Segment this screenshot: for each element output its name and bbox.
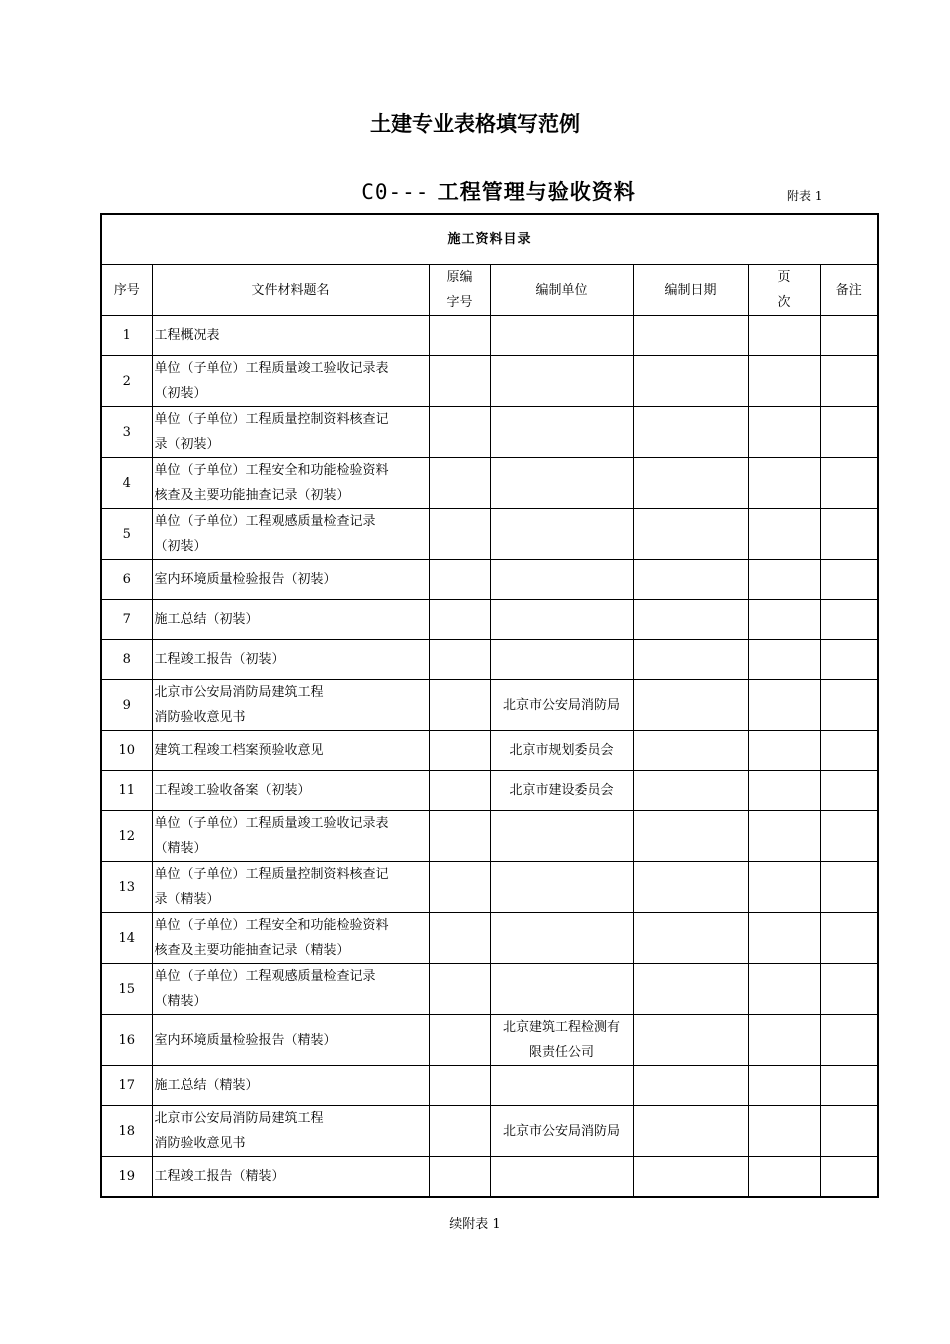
cell-note [820, 560, 878, 600]
cell-unit [490, 1015, 633, 1066]
cell-unit [490, 811, 633, 862]
cell-name-line1: 施工总结（初装） [154, 612, 259, 627]
table-row [101, 964, 878, 1015]
cell-unit [490, 1157, 633, 1198]
cell-name-line1: 单位（子单位）工程质量控制资料核查记 [154, 412, 389, 427]
cell-date [633, 862, 748, 913]
cell-date [633, 407, 748, 458]
cell-note [820, 356, 878, 407]
cell-name [152, 811, 429, 862]
cell-note [820, 316, 878, 356]
table-row [101, 731, 878, 771]
cell-pages [748, 680, 820, 731]
cell-date [633, 1066, 748, 1106]
cell-note [820, 1066, 878, 1106]
cell-unit [490, 640, 633, 680]
cell-original-number [429, 1157, 490, 1198]
cell-name [152, 1015, 429, 1066]
cell-name [152, 1066, 429, 1106]
cell-pages [748, 964, 820, 1015]
cell-original-number [429, 356, 490, 407]
cell-original-number [429, 600, 490, 640]
table-row [101, 316, 878, 356]
table-row [101, 1157, 878, 1198]
table-row [101, 600, 878, 640]
cell-seq: 16 [101, 1015, 152, 1066]
cell-name-line1: 单位（子单位）工程安全和功能检验资料 [154, 918, 389, 933]
cell-seq: 13 [101, 862, 152, 913]
header-unit: 编制单位 [490, 265, 633, 316]
table-row [101, 1066, 878, 1106]
cell-seq: 4 [101, 458, 152, 509]
cell-seq: 6 [101, 560, 152, 600]
cell-date [633, 811, 748, 862]
cell-name [152, 771, 429, 811]
table-row [101, 862, 878, 913]
cell-pages [748, 1106, 820, 1157]
cell-unit [490, 560, 633, 600]
cell-unit [490, 407, 633, 458]
document-title: 土建专业表格填写范例 [370, 111, 580, 136]
cell-pages [748, 640, 820, 680]
cell-date [633, 560, 748, 600]
header-row [101, 265, 878, 316]
cell-original-number [429, 964, 490, 1015]
section-code: C0--- [361, 180, 430, 204]
cell-pages [748, 356, 820, 407]
cell-name [152, 600, 429, 640]
cell-seq: 17 [101, 1066, 152, 1106]
cell-name-line1: 单位（子单位）工程质量竣工验收记录表 [154, 361, 389, 376]
cell-seq: 9 [101, 680, 152, 731]
cell-date [633, 1106, 748, 1157]
cell-pages [748, 407, 820, 458]
cell-unit [490, 771, 633, 811]
cell-name [152, 731, 429, 771]
cell-name-line1: 单位（子单位）工程安全和功能检验资料 [154, 463, 389, 478]
cell-note [820, 913, 878, 964]
table-row [101, 771, 878, 811]
cell-note [820, 509, 878, 560]
cell-note [820, 1157, 878, 1198]
header-pages-line1: 页 [777, 270, 791, 285]
cell-original-number [429, 771, 490, 811]
cell-unit-line1: 北京市公安局消防局 [502, 697, 620, 713]
cell-name-line1: 北京市公安局消防局建筑工程 [154, 685, 324, 700]
cell-unit [490, 913, 633, 964]
cell-original-number [429, 407, 490, 458]
cell-pages [748, 731, 820, 771]
cell-seq: 2 [101, 356, 152, 407]
cell-unit [490, 458, 633, 509]
cell-note [820, 680, 878, 731]
cell-note [820, 862, 878, 913]
header-seq: 序号 [101, 265, 152, 316]
cell-note [820, 964, 878, 1015]
header-name: 文件材料题名 [152, 265, 429, 316]
cell-unit [490, 316, 633, 356]
cell-seq: 10 [101, 731, 152, 771]
cell-pages [748, 913, 820, 964]
cell-original-number [429, 913, 490, 964]
cell-note [820, 1015, 878, 1066]
cell-unit-line1: 北京建筑工程检测有 [502, 1020, 620, 1035]
cell-unit [490, 731, 633, 771]
cell-name-line1: 单位（子单位）工程观感质量检查记录 [154, 969, 376, 984]
cell-name [152, 913, 429, 964]
cell-original-number [429, 316, 490, 356]
cell-seq: 15 [101, 964, 152, 1015]
cell-seq: 12 [101, 811, 152, 862]
cell-seq: 3 [101, 407, 152, 458]
cell-note [820, 600, 878, 640]
cell-original-number [429, 1106, 490, 1157]
cell-name [152, 1157, 429, 1198]
cell-name [152, 509, 429, 560]
cell-unit-line1: 北京市规划委员会 [509, 743, 614, 758]
cell-pages [748, 771, 820, 811]
cell-original-number [429, 862, 490, 913]
table-row [101, 1015, 878, 1066]
cell-seq: 11 [101, 771, 152, 811]
cell-note [820, 1106, 878, 1157]
table-row [101, 356, 878, 407]
table-row [101, 913, 878, 964]
header-original-number-line2: 字号 [446, 295, 473, 310]
cell-name-line2: 核查及主要功能抽查记录（精装） [154, 943, 350, 958]
cell-unit-line1: 北京市建设委员会 [509, 783, 614, 798]
cell-original-number [429, 731, 490, 771]
cell-original-number [429, 560, 490, 600]
cell-name [152, 862, 429, 913]
table-row [101, 1106, 878, 1157]
table-row [101, 640, 878, 680]
cell-pages [748, 600, 820, 640]
cell-seq: 1 [101, 316, 152, 356]
cell-name-line1: 单位（子单位）工程质量控制资料核查记 [154, 867, 389, 882]
cell-unit [490, 356, 633, 407]
cell-name [152, 680, 429, 731]
cell-name-line1: 施工总结（精装） [154, 1078, 259, 1093]
cell-name-line1: 单位（子单位）工程观感质量检查记录 [154, 514, 376, 529]
header-date: 编制日期 [633, 265, 748, 316]
cell-pages [748, 560, 820, 600]
cell-name [152, 640, 429, 680]
cell-name-line2: 录（精装） [154, 892, 220, 907]
cell-name-line2: （初装） [154, 386, 207, 401]
table-row [101, 680, 878, 731]
cell-note [820, 640, 878, 680]
cell-name-line2: （精装） [154, 994, 207, 1009]
cell-original-number [429, 509, 490, 560]
header-pages [748, 265, 820, 316]
cell-name-line1: 单位（子单位）工程质量竣工验收记录表 [154, 816, 389, 831]
table-row [101, 560, 878, 600]
table-title: 施工资料目录 [101, 214, 878, 265]
cell-seq: 18 [101, 1106, 152, 1157]
cell-name-line1: 工程竣工验收备案（初装） [154, 783, 311, 798]
cell-name-line1: 室内环境质量检验报告（初装） [154, 572, 337, 587]
cell-date [633, 680, 748, 731]
cell-name-line2: 消防验收意见书 [154, 710, 246, 725]
cell-date [633, 316, 748, 356]
cell-name [152, 458, 429, 509]
cell-name [152, 560, 429, 600]
cell-date [633, 1015, 748, 1066]
cell-name [152, 964, 429, 1015]
cell-original-number [429, 1066, 490, 1106]
table-row [101, 509, 878, 560]
cell-name-line2: （初装） [154, 539, 207, 554]
footer-label: 续附表 1 [449, 1217, 501, 1232]
cell-pages [748, 1015, 820, 1066]
cell-seq: 19 [101, 1157, 152, 1198]
attachment-label: 附表 1 [787, 189, 823, 203]
cell-name-line1: 工程竣工报告（初装） [154, 652, 285, 667]
cell-unit [490, 862, 633, 913]
cell-unit-line1: 北京市公安局消防局 [502, 1123, 620, 1139]
cell-name-line1: 工程概况表 [154, 328, 220, 343]
cell-date [633, 964, 748, 1015]
header-original-number [429, 265, 490, 316]
cell-seq: 5 [101, 509, 152, 560]
header-pages-line2: 次 [777, 295, 791, 310]
cell-pages [748, 316, 820, 356]
cell-date [633, 640, 748, 680]
cell-note [820, 407, 878, 458]
cell-unit-line2: 限责任公司 [528, 1045, 594, 1060]
cell-unit [490, 964, 633, 1015]
cell-name-line1: 北京市公安局消防局建筑工程 [154, 1111, 324, 1126]
section-name: 工程管理与验收资料 [437, 179, 636, 204]
header-note: 备注 [820, 265, 878, 316]
cell-name-line1: 建筑工程竣工档案预验收意见 [154, 743, 324, 758]
cell-note [820, 811, 878, 862]
cell-original-number [429, 458, 490, 509]
cell-original-number [429, 1015, 490, 1066]
cell-seq: 14 [101, 913, 152, 964]
cell-date [633, 600, 748, 640]
cell-name [152, 316, 429, 356]
table-row [101, 458, 878, 509]
cell-pages [748, 509, 820, 560]
cell-seq: 7 [101, 600, 152, 640]
cell-unit [490, 1066, 633, 1106]
cell-date [633, 356, 748, 407]
cell-name-line2: 核查及主要功能抽查记录（初装） [154, 488, 350, 503]
cell-unit [490, 1106, 633, 1157]
cell-note [820, 771, 878, 811]
cell-pages [748, 811, 820, 862]
table-row [101, 811, 878, 862]
cell-note [820, 458, 878, 509]
cell-date [633, 913, 748, 964]
cell-name-line2: 录（初装） [154, 437, 220, 452]
cell-pages [748, 1157, 820, 1198]
table-row [101, 407, 878, 458]
cell-seq: 8 [101, 640, 152, 680]
cell-name [152, 1106, 429, 1157]
cell-unit [490, 509, 633, 560]
directory-table [100, 213, 879, 1198]
cell-original-number [429, 640, 490, 680]
cell-note [820, 731, 878, 771]
cell-name-line2: （精装） [154, 841, 207, 856]
cell-date [633, 731, 748, 771]
cell-name [152, 356, 429, 407]
cell-unit [490, 680, 633, 731]
cell-original-number [429, 811, 490, 862]
cell-unit [490, 600, 633, 640]
cell-original-number [429, 680, 490, 731]
cell-name-line2: 消防验收意见书 [154, 1136, 246, 1151]
cell-name-line1: 室内环境质量检验报告（精装） [154, 1032, 337, 1048]
header-original-number-line1: 原编 [446, 270, 473, 285]
cell-date [633, 1157, 748, 1198]
cell-pages [748, 458, 820, 509]
cell-date [633, 458, 748, 509]
cell-pages [748, 1066, 820, 1106]
cell-name-line1: 工程竣工报告（精装） [154, 1169, 285, 1184]
cell-date [633, 771, 748, 811]
cell-name [152, 407, 429, 458]
cell-date [633, 509, 748, 560]
cell-pages [748, 862, 820, 913]
